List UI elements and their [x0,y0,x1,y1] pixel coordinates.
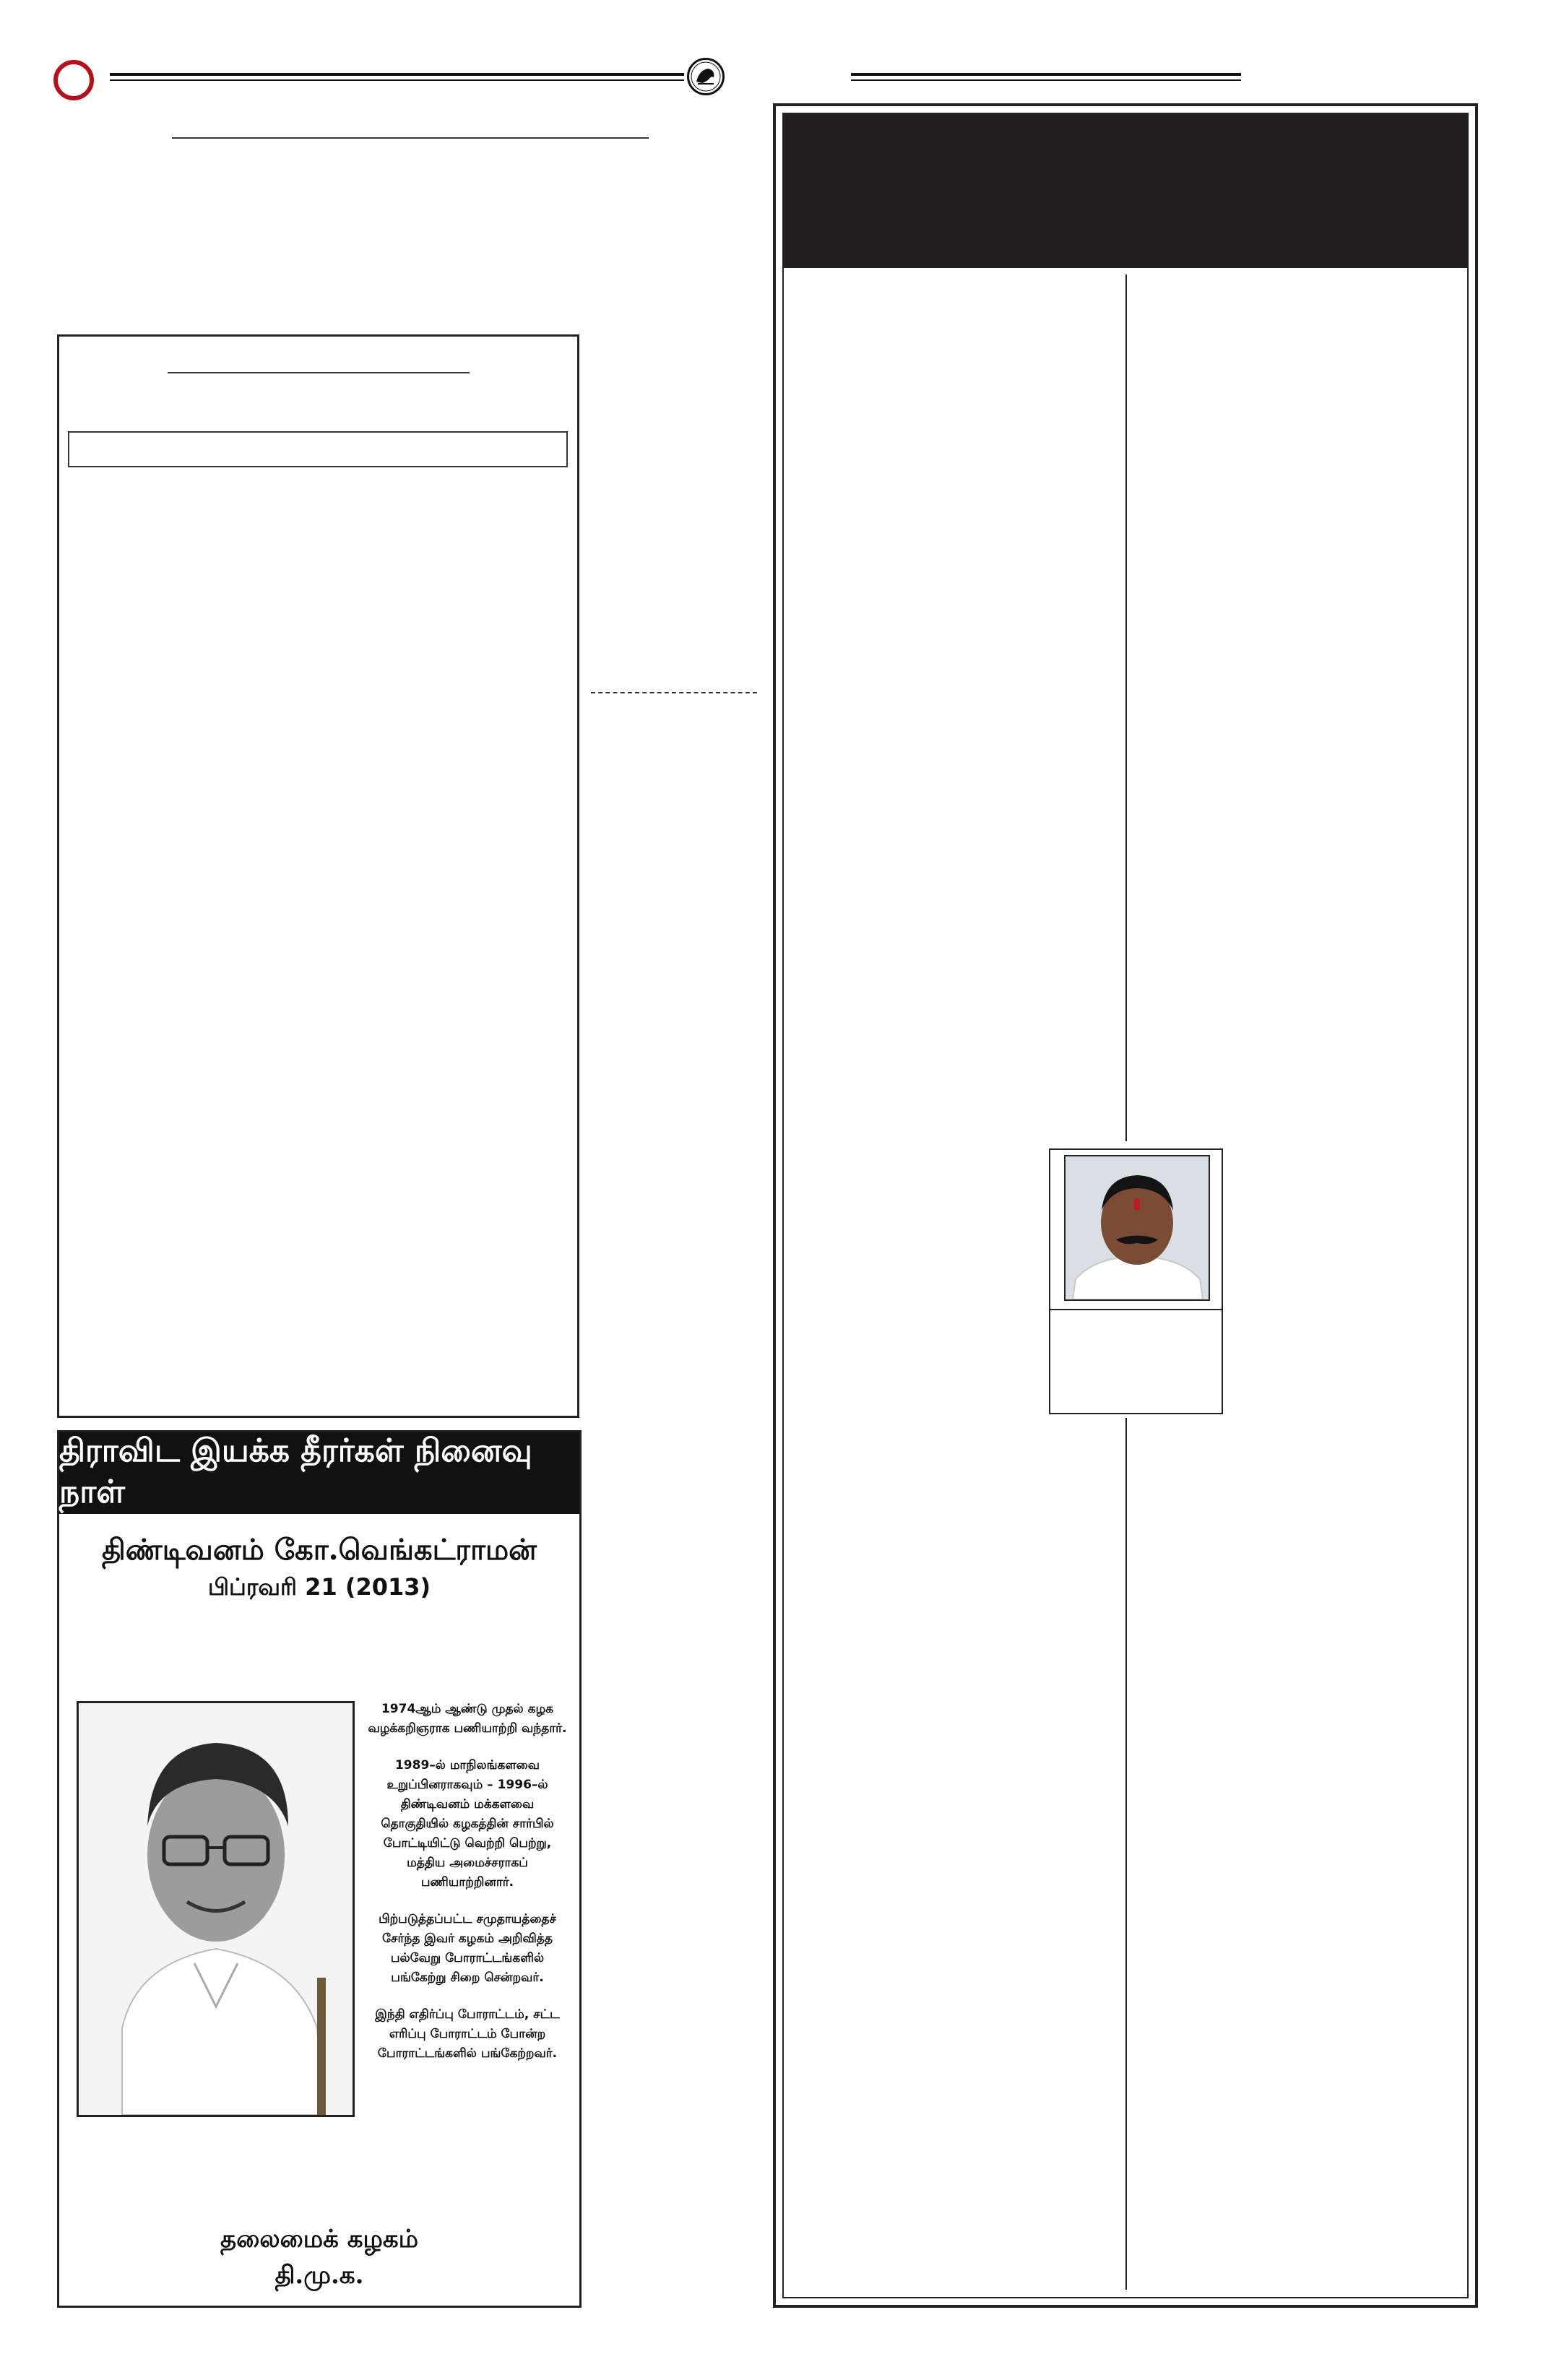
column-divider [1125,1418,1127,2290]
right-header-rule-thin [851,79,1241,81]
memorial-signature-org: தலைமைக் கழகம் [220,2225,418,2254]
subheading-rule [172,137,649,139]
party-logo-icon [53,60,94,100]
person-photo-image [1066,1156,1209,1299]
header-rule [110,73,684,76]
emblem-graphic [689,60,722,93]
memorial-portrait [77,1701,355,2117]
right-header-rule [851,73,1241,76]
memorial-date: பிப்ரவரி 21 (2013) [207,1573,431,1601]
article-box-title-field [68,431,568,467]
bio-paragraph: 1974ஆம் ஆண்டு முதல் கழக வழக்கறிஞராக பணியாற்றி வந்தார். [368,1702,567,1736]
memorial-signature-party: தி.மு.க. [275,2261,364,2290]
memorial-banner-title: திராவிட இயக்க தீரர்கள் நினைவு நாள் [59,1432,532,1510]
header-rule-thin [110,79,684,81]
rising-sun-emblem-icon [687,58,725,95]
portrait-image [79,1703,353,2115]
dashed-separator [591,692,757,693]
memorial-banner [59,1432,579,1514]
bio-paragraph: இந்தி எதிர்ப்பு போராட்டம், சட்ட எரிப்பு போராட்டம் போன்ற போராட்டங்களில் பங்கேற்றவர். [375,2007,560,2061]
article-box [57,334,579,1418]
memorial-person-name: திண்டிவனம் கோ.வெங்கட்ராமன் [102,1533,537,1567]
column-divider [1125,274,1127,1141]
bio-paragraph: 1989–ல் மாநிலங்களவை உறுப்பினராகவும் – 1996–ல் திண்டிவனம் மக்களவை தொகுதியில் கழகத்தின் சார்பில் போட்டியிட்டு வெற்றி பெற்று, மத்திய அமைச்சராகப் பணியாற்றினார். [381,1758,554,1890]
photo-caption-separator [1050,1309,1222,1310]
person-photo [1064,1155,1210,1301]
bio-paragraph: பிற்படுத்தப்பட்ட சமுதாயத்தைச் சேர்ந்த இவர் கழகம் அறிவித்த பல்வேறு போராட்டங்களில் பங்கேற்று சிறை சென்றவர். [379,1912,556,1985]
article-box-rule [168,372,470,373]
right-column-banner [784,114,1467,268]
memorial-bio [366,1700,569,2081]
